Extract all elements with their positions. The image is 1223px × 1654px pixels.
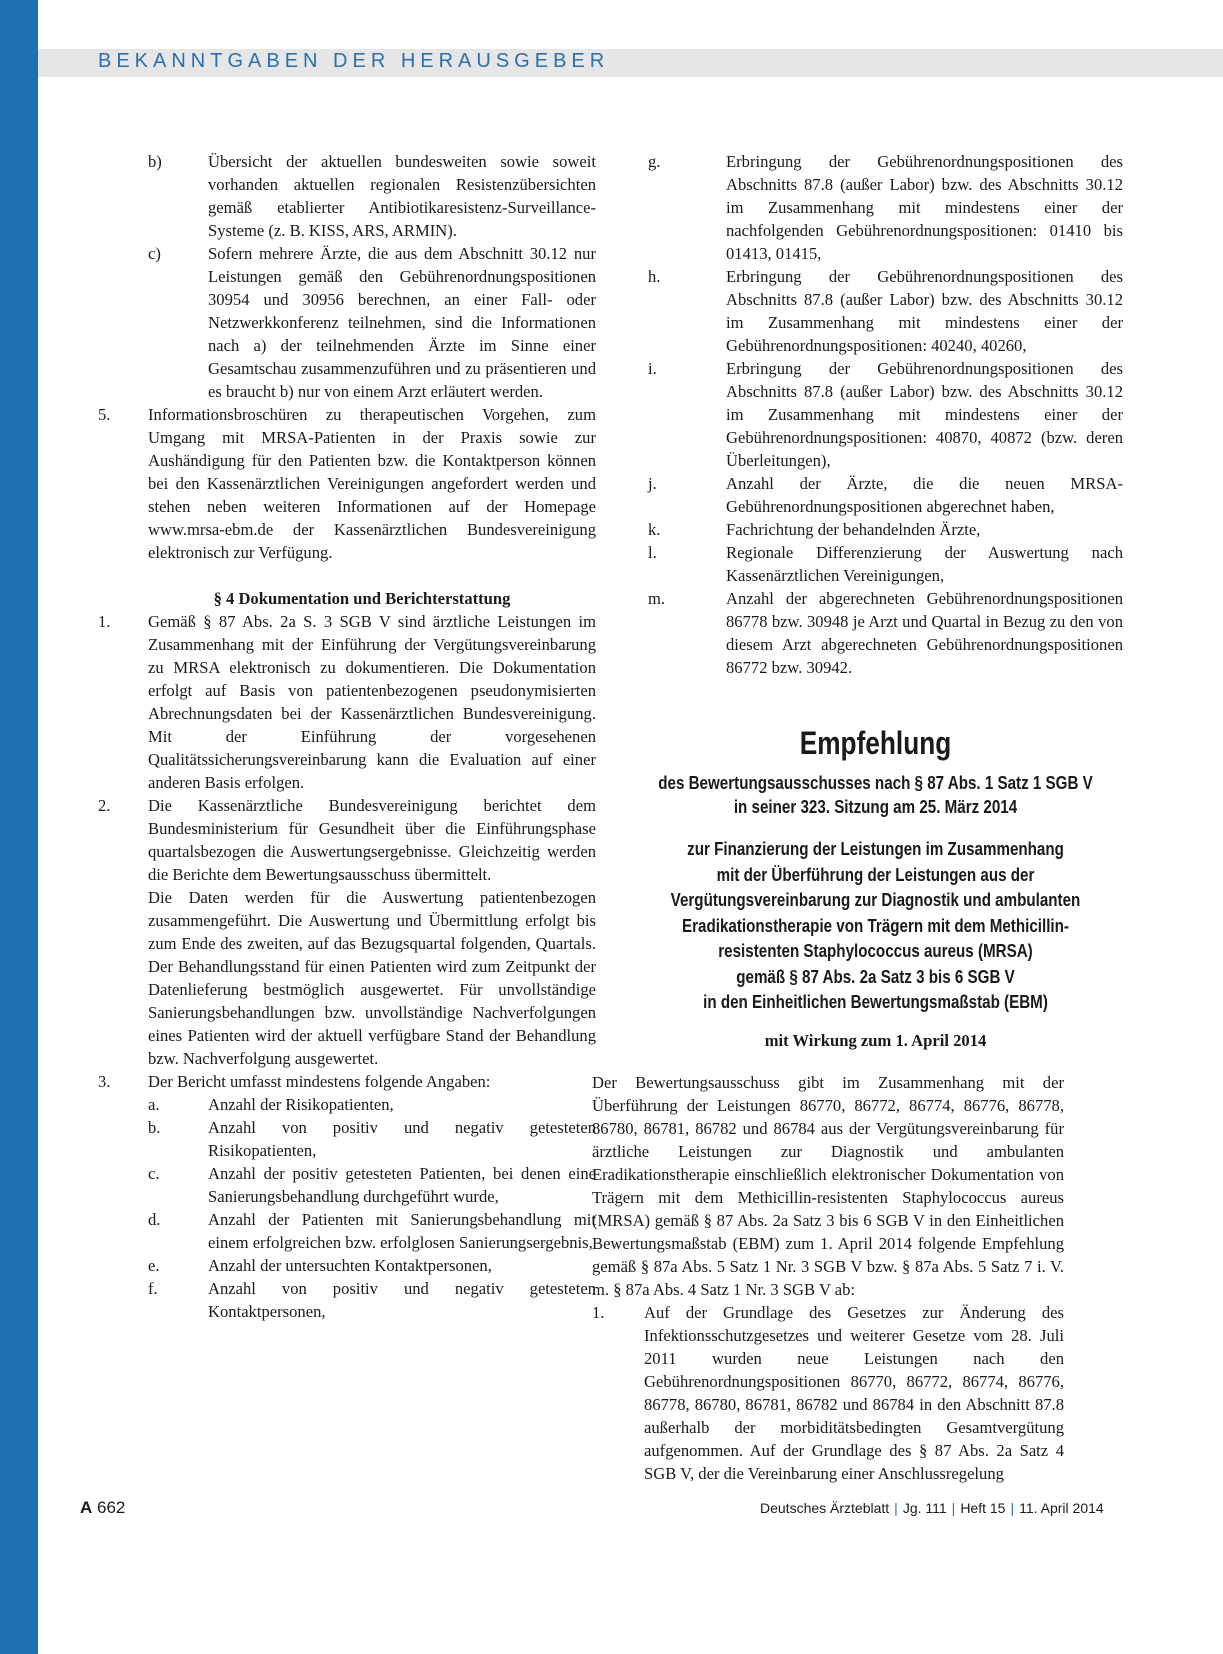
- item-label: 1.: [98, 612, 111, 631]
- item-label: 3.: [98, 1072, 111, 1091]
- item-text: Gemäß § 87 Abs. 2a S. 3 SGB V sind ärztliche Leistungen im Zusammenhang mit der Einführung der Vergütungsvereinbarung zu MRSA elektronisch zu dokumentieren. Die Dokumentation erfolgt auf Basis von patientenbezogenen pseudonymisierten Abrechnungsdaten bei der Kassenärztlichen Bundesvereinigung. Mit der Einführung der vorgesehenen Qualitätssicherungsvereinbarung kann die Evaluation auf einer anderen Basis erfolgen.: [148, 612, 596, 792]
- item-label: 5.: [98, 405, 111, 424]
- item-label: g.: [648, 152, 661, 171]
- list-item: [98, 794, 596, 886]
- section-heading: § 4 Dokumentation und Berichterstattung: [213, 589, 511, 608]
- list-item: [98, 1070, 596, 1093]
- subtitle-line: in seiner 323. Sitzung am 25. März 2014: [733, 796, 1018, 817]
- item-text: Anzahl von positiv und negativ getesteten Kontaktpersonen,: [208, 1279, 596, 1321]
- list-item: [628, 518, 1123, 541]
- item-continuation: Die Daten werden für die Auswertung patientenbezogen zusammengeführt. Die Auswertung und Übermittlung erfolgt bis zum Ende des zweiten, auf das Bezugsquartal folgenden, Quartals. Der Behandlungsstand für einen Patienten wird zum Zeitpunkt der Datenlieferung bestmöglich ausgewertet. Für unvollständige Sanierungsbehandlungen bzw. unvollständige Nachverfolgungen eines Patienten wird der aktuell verfügbare Stand der Behandlung bzw. Nachverfolgung ausgewertet.: [148, 888, 596, 1068]
- topic-line: resistenten Staphylococcus aureus (MRSA): [718, 940, 1033, 961]
- list-item: [98, 242, 596, 403]
- intro-paragraph: Der Bewertungsausschuss gibt im Zusammenhang mit der Überführung der Leistungen 86770, 86772, 86774, 86776, 86778, 86780, 86781, 86782 und 86784 aus der Vergütungsvereinbarung für ärztliche Leistungen zur Diagnostik und ambulanten Eradikationstherapie einschließlich elektronischer Dokumentation von Trägern mit dem Methicillin-resistenten Staphylococcus aureus (MRSA) gemäß § 87 Abs. 2a Satz 3 bis 6 SGB V in den Einheitlichen Bewertungsmaßstab (EBM) zum 1. April 2014 folgende Empfehlung gemäß § 87a Abs. 5 Satz 1 Nr. 3 SGB V bzw. § 87a Abs. 5 Satz 7 i. V. m. § 87a Abs. 4 Satz 1 Nr. 3 SGB V ab:: [592, 1073, 1064, 1299]
- subtitle-line: des Bewertungsausschusses nach § 87 Abs. 1 Satz 1 SGB V: [658, 772, 1093, 793]
- topic-line: Vergütungsvereinbarung zur Diagnostik und ambulanten: [670, 889, 1081, 910]
- item-text: Anzahl der positiv getesteten Patienten, bei denen eine Sanierungsbehandlung durchgeführt wurde,: [208, 1164, 596, 1206]
- item-text: Erbringung der Gebührenordnungspositionen des Abschnitts 87.8 (außer Labor) bzw. des Abschnitts 30.12 im Zusammenhang mit mindestens einer der Gebührenordnungspositionen: 40240, 40260,: [726, 267, 1123, 355]
- effective-date: mit Wirkung zum 1. April 2014: [764, 1031, 987, 1050]
- item-text: Anzahl der Ärzte, die die neuen MRSA-Gebührenordnungspositionen abgerechnet haben,: [726, 474, 1123, 516]
- list-item: [592, 1301, 1064, 1485]
- item-text: Informationsbroschüren zu therapeutischen Vorgehen, zum Umgang mit MRSA-Patienten in der Praxis sowie zur Aushändigung für den Patienten bzw. die Kontaktperson können bei den Kassenärztlichen Vereinigungen angefordert werden und stehen neben weiteren Informationen auf der Homepage www.mrsa-ebm.de der Kassenärztlichen Bundesvereinigung elektronisch zur Verfügung.: [148, 405, 596, 562]
- journal-issue: Heft 15: [960, 1500, 1006, 1516]
- item-label: h.: [648, 267, 661, 286]
- item-label: b.: [148, 1118, 161, 1137]
- list-item: [628, 541, 1123, 587]
- topic-line: Eradikationstherapie von Trägern mit dem Methicillin-: [682, 914, 1069, 936]
- list-item: [98, 1208, 596, 1254]
- section-header: BEKANNTGABEN DER HERAUSGEBER: [98, 50, 610, 72]
- page-prefix: A: [80, 1498, 93, 1517]
- list-item: [628, 150, 1123, 265]
- item-text: Anzahl der Patienten mit Sanierungsbehandlung mit einem erfolgreichen bzw. erfolglosen Sanierungsergebnis,: [208, 1210, 596, 1252]
- item-label: j.: [648, 474, 657, 493]
- list-item: [628, 472, 1123, 518]
- item-text: Die Kassenärztliche Bundesvereinigung berichtet dem Bundesministerium für Gesundheit über die Einführungsphase quartalsbezogen die Auswertungsergebnisse. Gleichzeitig werden die Berichte dem Bewertungsausschuss übermittelt.: [148, 796, 596, 884]
- journal-volume: Jg. 111: [902, 1500, 947, 1516]
- empfehlung-body: [592, 1071, 1064, 1485]
- item-label: a.: [148, 1095, 160, 1114]
- item-text: Erbringung der Gebührenordnungspositionen des Abschnitts 87.8 (außer Labor) bzw. des Abschnitts 30.12 im Zusammenhang mit mindestens einer der nachfolgenden Gebührenordnungspositionen: 01410 bis 01413, 01415,: [726, 152, 1123, 263]
- item-text: Erbringung der Gebührenordnungspositionen des Abschnitts 87.8 (außer Labor) bzw. des Abschnitts 30.12 im Zusammenhang mit mindestens einer der Gebührenordnungspositionen: 40870, 40872 (bzw. deren Überleitungen),: [726, 359, 1123, 470]
- list-item: [98, 1116, 596, 1162]
- page-number: [80, 1498, 125, 1518]
- empfehlung-topic: [637, 836, 1113, 1015]
- item-text: Anzahl von positiv und negativ getesteten Risikopatienten,: [208, 1118, 596, 1160]
- right-column: [628, 150, 1123, 679]
- list-item: [98, 1162, 596, 1208]
- list-item: [98, 403, 596, 564]
- left-column: [98, 150, 596, 1323]
- topic-line: zur Finanzierung der Leistungen im Zusammenhang: [687, 838, 1064, 859]
- list-item: [98, 1254, 596, 1277]
- item-text: Auf der Grundlage des Gesetzes zur Änderung des Infektionsschutzgesetzes und weiterer Gesetze vom 28. Juli 2011 wurden neue Leistungen nach den Gebührenordnungspositionen 86770, 86772, 86774, 86776, 86778, 86780, 86781, 86782 und 86784 in den Abschnitt 87.8 außerhalb der morbiditätsbedingten Gesamtvergütung aufgenommen. Auf der Grundlage des § 87 Abs. 2a Satz 4 SGB V, der die Vereinbarung einer Anschlussregelung: [644, 1303, 1064, 1483]
- empfehlung-subtitle: [648, 771, 1103, 819]
- item-label: c): [148, 244, 161, 263]
- item-text: Anzahl der untersuchten Kontaktpersonen,: [208, 1256, 492, 1275]
- item-text: Anzahl der Risikopatienten,: [208, 1095, 394, 1114]
- item-label: d.: [148, 1210, 161, 1229]
- item-label: b): [148, 152, 162, 171]
- item-label: 2.: [98, 796, 111, 815]
- item-label: 1.: [592, 1303, 605, 1322]
- list-item: [628, 587, 1123, 679]
- item-label: f.: [148, 1279, 158, 1298]
- item-label: e.: [148, 1256, 160, 1275]
- list-item: [98, 1277, 596, 1323]
- page-number-value: 662: [97, 1498, 126, 1517]
- item-text: Anzahl der abgerechneten Gebührenordnungspositionen 86778 bzw. 30948 je Arzt und Quartal in Bezug zu den von diesem Arzt abgerechneten Gebührenordnungspositionen 86772 bzw. 30942.: [726, 589, 1123, 677]
- topic-line: gemäß § 87 Abs. 2a Satz 3 bis 6 SGB V: [736, 965, 1015, 987]
- item-text: Sofern mehrere Ärzte, die aus dem Abschnitt 30.12 nur Leistungen gemäß den Gebührenordnungspositionen 30954 und 30956 berechnen, an einer Fall- oder Netzwerkkonferenz teilnehmen, sind die Informationen nach a) der teilnehmenden Ärzte im Sinne einer Gesamtschau zusammenzuführen und zu präsentieren und es braucht b) nur von einem Arzt erläutert werden.: [208, 244, 596, 401]
- item-label: i.: [648, 359, 657, 378]
- list-item: [98, 150, 596, 242]
- item-label: c.: [148, 1164, 160, 1183]
- list-item: [98, 1093, 596, 1116]
- left-accent-bar: [0, 0, 38, 1654]
- item-label: k.: [648, 520, 661, 539]
- list-item: [628, 357, 1123, 472]
- list-item: [98, 610, 596, 794]
- journal-name: Deutsches Ärzteblatt: [760, 1500, 890, 1516]
- journal-date: 11. April 2014: [1019, 1500, 1104, 1516]
- journal-info: Deutsches Ärzteblatt | Jg. 111 | Heft 15 | 11. April 2014: [760, 1500, 1104, 1516]
- item-text: Übersicht der aktuellen bundesweiten sowie soweit vorhanden aktuellen regionalen Resistenzübersichten gemäß etablierter Antibiotikaresistenz-Surveillance-Systeme (z. B. KISS, ARS, ARMIN).: [208, 152, 596, 240]
- item-text: Regionale Differenzierung der Auswertung nach Kassenärztlichen Vereinigungen,: [726, 543, 1123, 585]
- empfehlung-title: Empfehlung: [799, 725, 952, 761]
- topic-line: mit der Überführung der Leistungen aus der: [716, 863, 1035, 885]
- topic-line: in den Einheitlichen Bewertungsmaßstab (EBM): [703, 991, 1048, 1012]
- item-text: Fachrichtung der behandelnden Ärzte,: [726, 520, 981, 539]
- item-text: Der Bericht umfasst mindestens folgende Angaben:: [148, 1072, 491, 1091]
- item-label: l.: [648, 543, 657, 562]
- list-item: [628, 265, 1123, 357]
- item-label: m.: [648, 589, 666, 608]
